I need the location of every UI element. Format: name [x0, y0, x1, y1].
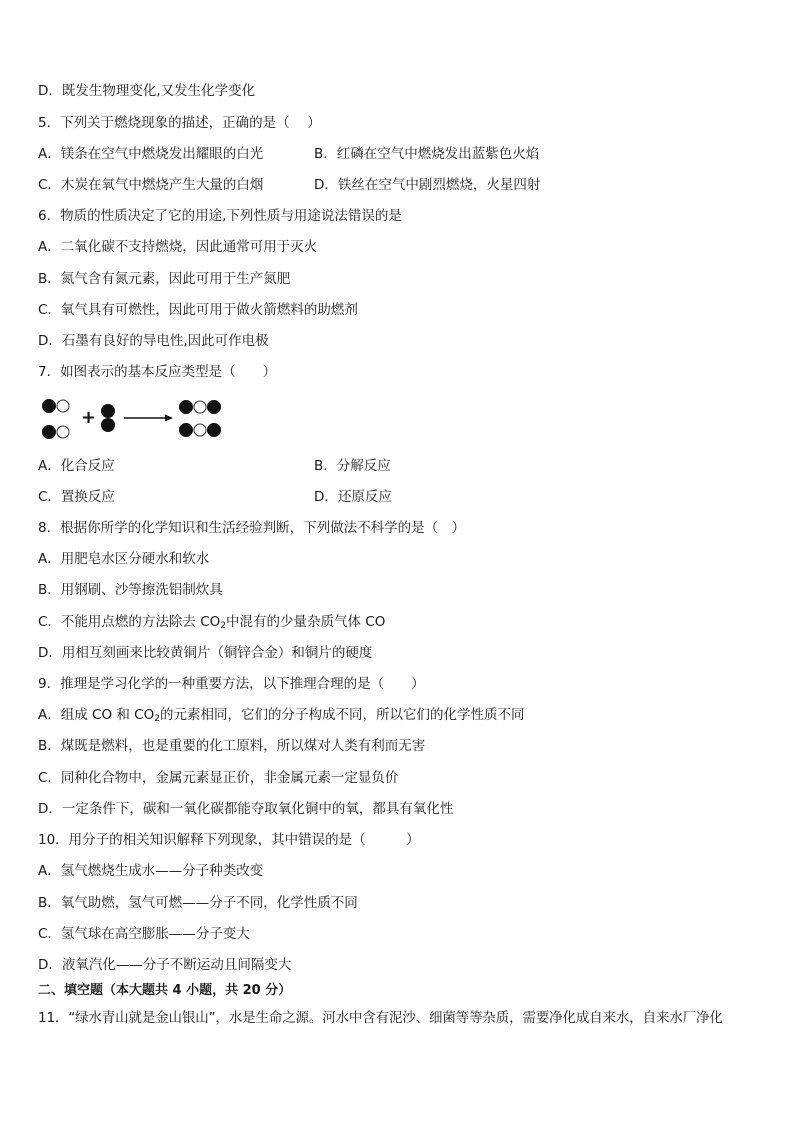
- q8-option-c-pre: C．不能用点燃的方法除去 CO: [38, 614, 221, 630]
- q6-option-b: B．氮气含有氮元素，因此可用于生产氮肥: [38, 271, 291, 287]
- q10-option-c: C．氢气球在高空膨胀——分子变大: [38, 926, 250, 942]
- q7-option-d: D．还原反应: [314, 489, 392, 505]
- q9-option-a-post: 的元素相同，它们的分子构成不同，所以它们的化学性质不同: [159, 707, 525, 723]
- q10-option-a: A．氢气燃烧生成水——分子种类改变: [38, 863, 264, 879]
- q10-stem: 10．用分子的相关知识解释下列现象，其中错误的是（ ）: [38, 832, 420, 848]
- q10-option-d: D．液氧汽化——分子不断运动且间隔变大: [38, 957, 292, 973]
- q6-option-c: C．氧气具有可燃性，因此可用于做火箭燃料的助燃剂: [38, 302, 358, 318]
- q10-option-b: B．氧气助燃，氢气可燃——分子不同，化学性质不同: [38, 895, 358, 911]
- q9-option-a-sub: 2: [154, 714, 160, 724]
- q6-option-a: A．二氧化碳不支持燃烧，因此通常可用于灭火: [38, 239, 318, 255]
- section-2-title: 二、填空题（本大题共 4 小题，共 20 分）: [38, 983, 292, 998]
- reactant-molecule-top: [42, 399, 69, 413]
- product-molecule-bottom: [179, 423, 221, 437]
- q9-option-a-pre: A．组成 CO 和 CO: [38, 707, 155, 723]
- q8-stem: 8．根据你所学的化学知识和生活经验判断，下列做法不科学的是（ ）: [38, 520, 466, 536]
- q7-option-a: A．化合反应: [38, 458, 115, 474]
- q9-option-d: D．一定条件下，碳和一氧化碳都能夺取氧化铜中的氧，都具有氧化性: [38, 801, 454, 817]
- reactant-molecule-bottom: [42, 425, 69, 439]
- q4-option-d: D．既发生物理变化,又发生化学变化: [38, 83, 256, 99]
- reaction-diagram: [36, 394, 236, 444]
- q11-stem: 11．“绿水青山就是金山银山”，水是生命之源。河水中含有泥沙、细菌等等杂质，需要净化成自来水，自来水厂净化: [38, 1010, 723, 1026]
- q8-option-c-sub: 2: [220, 621, 227, 631]
- q9-stem: 9．推理是学习化学的一种重要方法，以下推理合理的是（ ）: [38, 676, 425, 692]
- product-molecule-top: [179, 400, 221, 414]
- q5-stem: 5．下列关于燃烧现象的描述，正确的是（ ）: [38, 115, 321, 131]
- q7-option-b: B．分解反应: [314, 458, 391, 474]
- reaction-arrow: [124, 415, 173, 422]
- plus-sign: +: [81, 407, 97, 428]
- q5-option-c: C．木炭在氧气中燃烧产生大量的白烟: [38, 177, 264, 193]
- reactant-molecule-diatomic: [101, 404, 115, 432]
- q5-option-b: B．红磷在空气中燃烧发出蓝紫色火焰: [314, 146, 540, 162]
- q8-option-c: [38, 612, 385, 632]
- q9-option-c: C．同种化合物中，金属元素显正价，非金属元素一定显负价: [38, 770, 399, 786]
- q8-option-d: D．用相互刻画来比较黄铜片（铜锌合金）和铜片的硬度: [38, 645, 373, 661]
- q9-option-b: B．煤既是燃料，也是重要的化工原料，所以煤对人类有利而无害: [38, 738, 426, 754]
- q8-option-a: A．用肥皂水区分硬水和软水: [38, 551, 210, 567]
- q7-stem: 7．如图表示的基本反应类型是（ ）: [38, 364, 277, 380]
- q8-option-c-post: 中混有的少量杂质气体 CO: [226, 614, 386, 630]
- q7-option-c: C．置换反应: [38, 489, 115, 505]
- q6-option-d: D．石墨有良好的导电性,因此可作电极: [38, 333, 269, 349]
- q9-option-a: [38, 705, 524, 725]
- q8-option-b: B．用钢刷、沙等擦洗铝制炊具: [38, 582, 223, 598]
- q6-stem: 6．物质的性质决定了它的用途,下列性质与用途说法错误的是: [38, 208, 402, 224]
- q5-option-a: A．镁条在空气中燃烧发出耀眼的白光: [38, 146, 264, 162]
- q5-option-d: D．铁丝在空气中剧烈燃烧，火星四射: [314, 177, 541, 193]
